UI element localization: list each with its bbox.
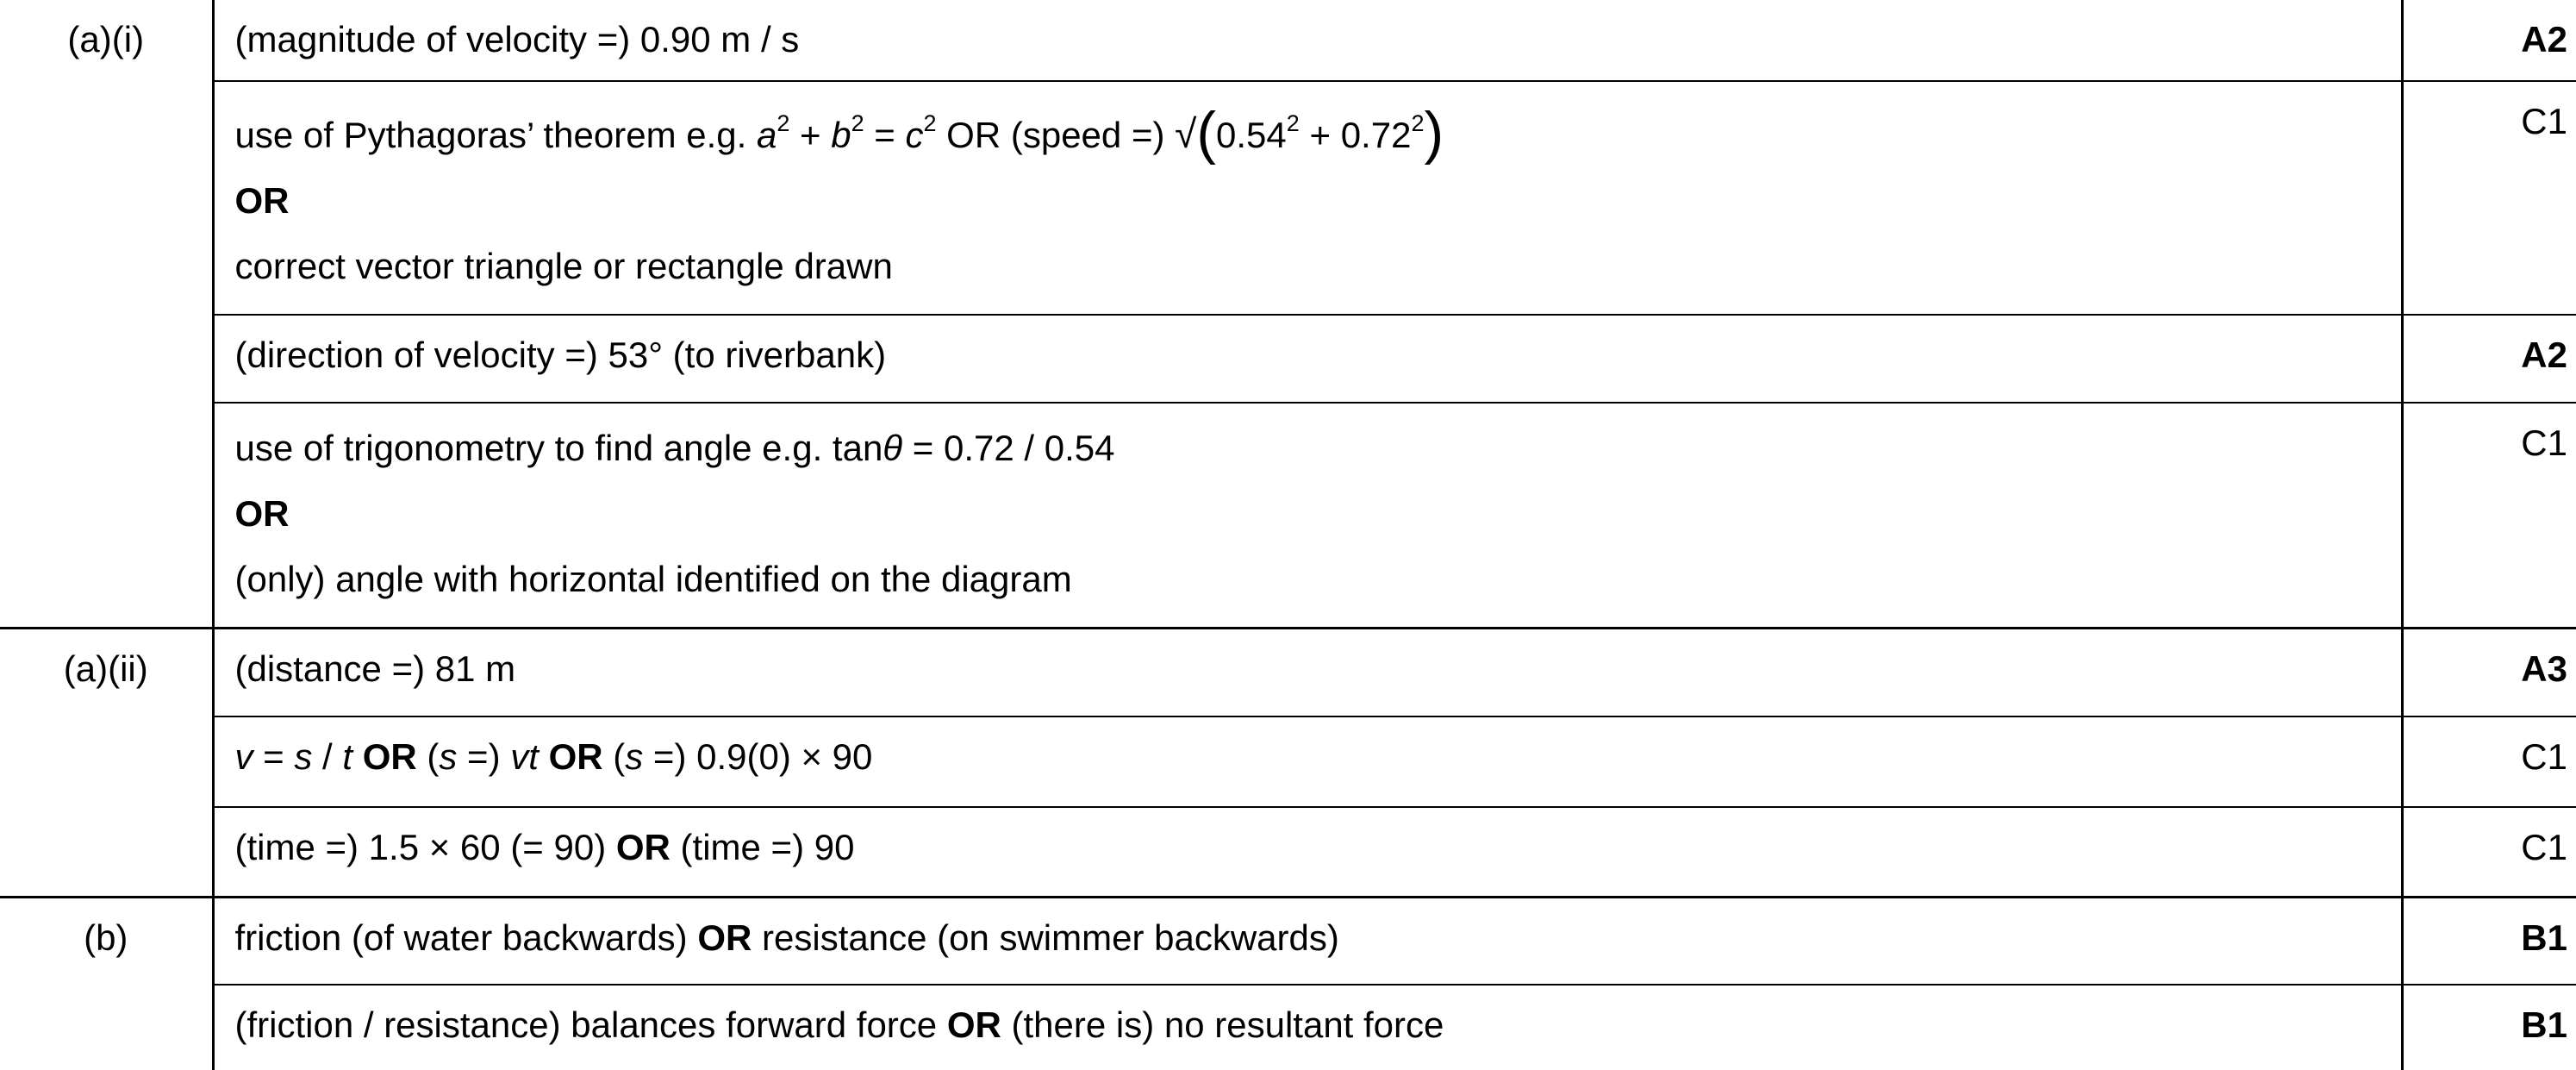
- answer-cell: (magnitude of velocity =) 0.90 m / s: [213, 0, 2402, 81]
- answer-line: use of trigonometry to find angle e.g. tanθ = 0.72 / 0.54: [234, 428, 1115, 468]
- table-row: [0, 985, 2576, 1070]
- answer-cell: v = s / t OR (s =) vt OR (s =) 0.9(0) × 90: [213, 716, 2402, 807]
- mark-cell: B1: [2402, 985, 2576, 1070]
- table-row: [0, 403, 2576, 628]
- table-row: [0, 0, 2576, 81]
- mark-cell: C1: [2402, 716, 2576, 807]
- answer-line: (only) angle with horizontal identified on the diagram: [234, 559, 1072, 599]
- question-label: (a)(ii): [0, 628, 213, 897]
- answer-cell: [213, 81, 2402, 315]
- answer-line-or: OR: [234, 180, 290, 221]
- answer-cell: friction (of water backwards) OR resistance (on swimmer backwards): [213, 897, 2402, 985]
- mark-cell: C1: [2402, 807, 2576, 897]
- table-row: [0, 716, 2576, 807]
- answer-cell: [213, 403, 2402, 628]
- answer-cell: (distance =) 81 m: [213, 628, 2402, 716]
- mark-cell: A2: [2521, 19, 2567, 59]
- table-row: [0, 807, 2576, 897]
- table-row: [0, 81, 2576, 315]
- table-row: [0, 628, 2576, 716]
- mark-cell: B1: [2402, 897, 2576, 985]
- table-row: [0, 897, 2576, 985]
- answer-cell: (time =) 1.5 × 60 (= 90) OR (time =) 90: [213, 807, 2402, 897]
- mark-cell: A2: [2402, 315, 2576, 403]
- answer-cell: (friction / resistance) balances forward force OR (there is) no resultant force: [213, 985, 2402, 1070]
- answer-line-or: OR: [234, 493, 290, 534]
- answer-line: correct vector triangle or rectangle drawn: [234, 246, 893, 286]
- question-label: (b): [0, 897, 213, 1070]
- mark-cell: C1: [2402, 403, 2576, 628]
- mark-cell: A3: [2402, 628, 2576, 716]
- mark-cell: C1: [2402, 81, 2576, 315]
- answer-line: use of Pythagoras’ theorem e.g. $a^2 + b^2 = c^2$ OR (speed =) $√(0.54^2 + 0.72^2)$: [234, 100, 1444, 166]
- table-row: [0, 315, 2576, 403]
- answer-cell: (direction of velocity =) 53° (to riverbank): [213, 315, 2402, 403]
- question-label: (a)(i): [67, 19, 145, 59]
